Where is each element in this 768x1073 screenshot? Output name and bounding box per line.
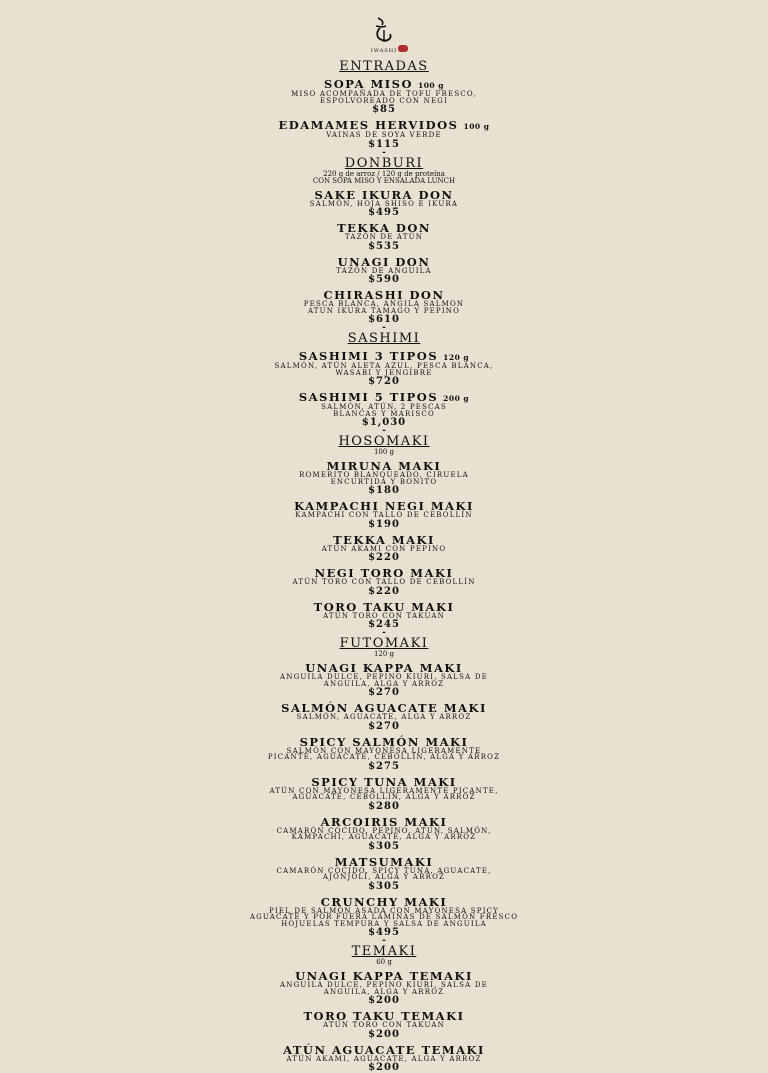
item-name: SPICY SALMÓN MAKI [300, 735, 469, 749]
item-description: SALMÓN, AGUACATE, ALGA Y ARROZ [0, 714, 768, 721]
item-price: $1,030 [0, 417, 768, 428]
item-price: $115 [0, 139, 768, 150]
item-name: UNAGI KAPPA TEMAKI [295, 969, 473, 983]
item-name: EDAMAMES HERVIDOS [278, 118, 458, 132]
logo [0, 0, 768, 60]
item-description: TAZÓN DE ATÚN [0, 234, 768, 241]
item-name: TEKKA MAKI [333, 533, 435, 547]
item-description: PICANTE, AGUACATE, CEBOLLÍN, ALGA Y ARROZ [0, 754, 768, 761]
item-weight: 120 g [443, 353, 469, 362]
item-description: ANGUILA, ALGA Y ARROZ [0, 681, 768, 688]
menu-body [0, 60, 768, 1073]
item-name: SPICY TUNA MAKI [311, 775, 456, 789]
item-description: ATÚN TORO CON TAKUAN [0, 1022, 768, 1029]
section-separator: - [0, 325, 768, 332]
item-name: UNAGI DON [338, 255, 431, 269]
menu-item [0, 190, 768, 219]
item-description: BLANCAS Y MARISCO [0, 411, 768, 418]
menu-item [0, 737, 768, 772]
section-separator: - [0, 938, 768, 945]
menu-section-futomaki [0, 637, 768, 945]
menu-item [0, 703, 768, 732]
item-description: CAMARÓN COCIDO, SPICY TUNA, AGUACATE, [0, 868, 768, 875]
menu-item [0, 777, 768, 812]
menu-item [0, 351, 768, 387]
item-description: KAMPACHI, AGUACATE, ALGA Y ARROZ [0, 834, 768, 841]
item-name: SOPA MISO [324, 77, 413, 91]
item-price: $220 [0, 586, 768, 597]
menu-item [0, 290, 768, 325]
item-price: $275 [0, 761, 768, 772]
item-name-line [0, 535, 768, 546]
section-separator: - [0, 428, 768, 435]
menu-item [0, 1011, 768, 1040]
menu-item [0, 663, 768, 698]
item-description: PESCA BLANCA, ANGILA SALMON [0, 301, 768, 308]
item-name: UNAGI KAPPA MAKI [305, 661, 463, 675]
section-title: TEMAKI [0, 945, 768, 959]
menu-item [0, 602, 768, 631]
item-name: ARCOIRIS MAKI [321, 815, 448, 829]
item-name: NEGI TORO MAKI [315, 566, 454, 580]
item-description: AJONJOLÍ, ALGA Y ARROZ [0, 874, 768, 881]
item-price: $270 [0, 721, 768, 732]
item-description: TAZÓN DE ANGUILA [0, 268, 768, 275]
section-note: 100 g [0, 449, 768, 456]
item-name: CRUNCHY MAKI [321, 895, 448, 909]
item-name: TORO TAKU TEMAKI [304, 1009, 465, 1023]
brand-name: IWASHI [0, 48, 768, 54]
menu-item [0, 392, 768, 428]
item-description: ATÚN CON MAYONESA LIGERAMENTE PICANTE, [0, 788, 768, 795]
menu-section-donburi [0, 157, 768, 333]
item-name: KAMPACHI NEGI MAKI [294, 499, 474, 513]
item-name-line [0, 737, 768, 748]
red-seal-icon [398, 45, 408, 52]
menu-section-temaki [0, 945, 768, 1073]
item-weight: 200 g [443, 394, 469, 403]
menu-item [0, 857, 768, 892]
item-price: $200 [0, 1062, 768, 1073]
menu-item [0, 1045, 768, 1073]
item-name-line [0, 857, 768, 868]
item-price: $200 [0, 1029, 768, 1040]
item-description: ANGUILA DULCE, PEPINO KIURI, SALSA DE [0, 674, 768, 681]
menu-item [0, 257, 768, 286]
menu-item [0, 817, 768, 852]
section-separator: - [0, 630, 768, 637]
item-description: ESPOLVOREADO CON NEGI [0, 98, 768, 105]
menu-item [0, 971, 768, 1006]
item-description: HOJUELAS TEMPURA Y SALSA DE ANGUILA [0, 921, 768, 928]
item-name: ATÚN AGUACATE TEMAKI [283, 1043, 485, 1057]
menu-section-hosomaki [0, 435, 768, 637]
item-description: SALMÓN, ATÚN ALETA AZUL, PESCA BLANCA, [0, 363, 768, 370]
menu-item [0, 79, 768, 115]
item-name-line [0, 1045, 768, 1056]
item-price: $190 [0, 519, 768, 530]
item-price: $535 [0, 241, 768, 252]
section-note: CON SOPA MISO Y ENSALADA LUNCH [0, 178, 768, 185]
section-title: ENTRADAS [0, 60, 768, 74]
item-name: CHIRASHI DON [324, 288, 445, 302]
item-price: $280 [0, 801, 768, 812]
item-name: SAKE IKURA DON [315, 188, 454, 202]
item-name-line [0, 817, 768, 828]
section-title: FUTOMAKI [0, 637, 768, 651]
item-price: $495 [0, 207, 768, 218]
item-description: KAMPACHI CON TALLO DE CEBOLLÍN [0, 512, 768, 519]
section-title: HOSOMAKI [0, 435, 768, 449]
item-price: $270 [0, 687, 768, 698]
item-price: $495 [0, 927, 768, 938]
section-separator: - [0, 150, 768, 157]
item-description: AGUACATE Y POR FUERA LÁMINAS DE SALMÓN FRESCO [0, 914, 768, 921]
item-name: SALMÓN AGUACATE MAKI [281, 701, 487, 715]
item-description: AGUACATE, CEBOLLÍN, ALGA Y ARROZ [0, 794, 768, 801]
menu-item [0, 501, 768, 530]
item-price: $180 [0, 485, 768, 496]
item-description: ATÚN TORO CON TALLO DE CEBOLLÍN [0, 579, 768, 586]
item-description: ATUN IKURA TAMAGO Y PEPINO [0, 308, 768, 315]
item-weight: 100 g [463, 122, 489, 131]
menu-item [0, 461, 768, 496]
item-description: VAINAS DE SOYA VERDE [0, 132, 768, 139]
item-description: ATÚN TORO CON TAKUAN [0, 613, 768, 620]
section-note: 220 g de arroz / 120 g de proteína [0, 171, 768, 178]
menu-item [0, 568, 768, 597]
section-note: 60 g [0, 959, 768, 966]
item-description: ANGUILA, ALGA Y ARROZ [0, 989, 768, 996]
menu-item [0, 897, 768, 939]
menu-section-sashimi [0, 332, 768, 435]
section-title: SASHIMI [0, 332, 768, 346]
item-name: SASHIMI 3 TIPOS [299, 349, 438, 363]
menu-item [0, 535, 768, 564]
section-title: DONBURI [0, 157, 768, 171]
menu-item [0, 223, 768, 252]
menu-item [0, 120, 768, 150]
item-name: SASHIMI 5 TIPOS [299, 390, 438, 404]
item-description: SALMÓN CON MAYONESA LIGERAMENTE [0, 748, 768, 755]
item-description: SALMÓN, ATÚN, 2 PESCAS [0, 404, 768, 411]
item-name-line [0, 257, 768, 268]
item-description: WASABI Y JENGIBRE [0, 370, 768, 377]
item-price: $610 [0, 314, 768, 325]
item-name: TEKKA DON [337, 221, 431, 235]
item-name: MATSUMAKI [335, 855, 433, 869]
item-price: $720 [0, 376, 768, 387]
item-price: $85 [0, 104, 768, 115]
item-name-line [0, 602, 768, 613]
iwashi-logo-icon [364, 16, 404, 46]
item-description: ATÚN AKAMI, AGUACATE, ALGA Y ARROZ [0, 1056, 768, 1063]
menu-section-entradas [0, 60, 768, 157]
item-name: TORO TAKU MAKI [314, 600, 455, 614]
item-price: $590 [0, 274, 768, 285]
item-description: ROMERITO BLANQUEADO, CIRUELA [0, 472, 768, 479]
item-description: SALMÓN, HOJA SHISO E IKURA [0, 201, 768, 208]
item-name: MIRUNA MAKI [327, 459, 442, 473]
item-price: $245 [0, 619, 768, 630]
item-description: MISO ACOMPAÑADA DE TOFU FRESCO, [0, 91, 768, 98]
item-description: ANGUILA DULCE, PEPINO KIURI, SALSA DE [0, 982, 768, 989]
item-description: PIEL DE SALMÓN ASADA CON MAYONESA SPICY [0, 908, 768, 915]
item-weight: 100 g [418, 81, 444, 90]
item-name-line [0, 190, 768, 201]
item-description: ATÚN AKAMI CON PEPINO [0, 546, 768, 553]
item-description: CAMARÓN COCIDO, PEPINO, ATÚN, SALMÓN, [0, 828, 768, 835]
item-price: $305 [0, 881, 768, 892]
item-price: $220 [0, 552, 768, 563]
item-price: $305 [0, 841, 768, 852]
item-name-line [0, 777, 768, 788]
item-name-line [0, 897, 768, 908]
section-note: 120 g [0, 651, 768, 658]
item-price: $200 [0, 995, 768, 1006]
item-description: ENCURTIDA Y BONITO [0, 479, 768, 486]
